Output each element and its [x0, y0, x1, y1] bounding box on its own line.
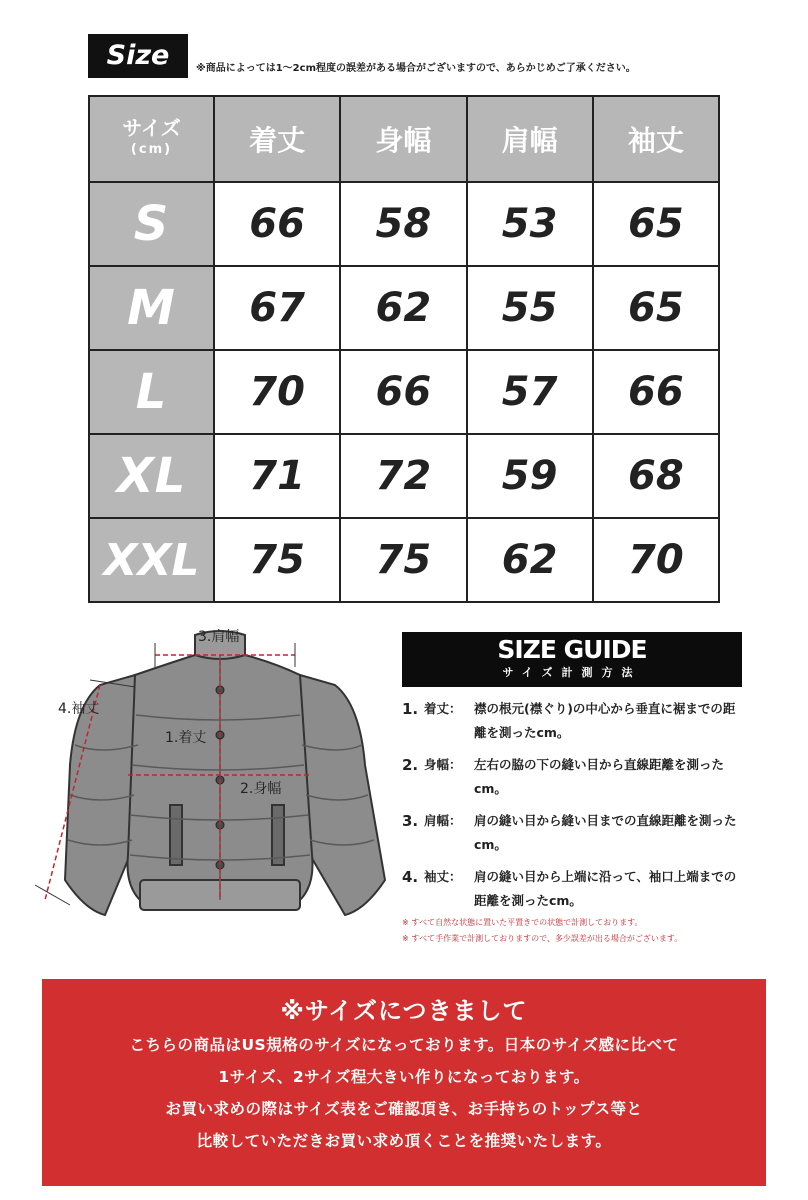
table-cell: 70	[593, 518, 719, 602]
item-term: 着丈：	[424, 701, 462, 716]
table-cell: 72	[340, 434, 466, 518]
table-cell: 58	[340, 182, 466, 266]
size-guide-list	[402, 697, 762, 921]
table-cell: 59	[467, 434, 593, 518]
table-cell: 68	[593, 434, 719, 518]
table-cell: 53	[467, 182, 593, 266]
table-header-row	[89, 96, 719, 182]
item-description: 肩の縫い目から上端に沿って、袖口上端までの距離を測ったcm。	[474, 869, 737, 908]
item-number: 3.	[402, 812, 419, 830]
column-header-sleeve: 袖丈	[593, 96, 719, 182]
item-term: 肩幅：	[424, 813, 462, 828]
table-cell: 55	[467, 266, 593, 350]
measurement-note-2: ※ すべて手作業で計測しておりますので、多少誤差が出る場合がございます。	[402, 934, 683, 943]
table-row	[89, 434, 719, 518]
jacket-illustration	[65, 631, 385, 915]
item-description: 肩の縫い目から縫い目までの直線距離を測ったcm。	[474, 813, 737, 852]
table-row	[89, 182, 719, 266]
table-row	[89, 350, 719, 434]
table-cell: 57	[467, 350, 593, 434]
size-label: S	[89, 182, 214, 266]
column-header-shoulder: 肩幅	[467, 96, 593, 182]
column-header-width: 身幅	[340, 96, 466, 182]
table-cell: 65	[593, 182, 719, 266]
size-notice-box	[42, 979, 766, 1186]
table-cell: 66	[593, 350, 719, 434]
size-label: XXL	[89, 518, 214, 602]
jacket-diagram	[30, 615, 400, 935]
table-cell: 65	[593, 266, 719, 350]
size-label: M	[89, 266, 214, 350]
list-item	[402, 809, 762, 857]
table-cell: 62	[467, 518, 593, 602]
notice-line: 1サイズ、2サイズ程大きい作りになっております。	[218, 1068, 590, 1086]
table-cell: 67	[214, 266, 340, 350]
table-cell: 70	[214, 350, 340, 434]
label-width: 2.身幅	[240, 781, 282, 797]
table-cell: 62	[340, 266, 466, 350]
column-header-length: 着丈	[214, 96, 340, 182]
header-note: ※商品によっては1～2cm程度の誤差がある場合がございますので、あらかじめご了承ください。	[196, 63, 636, 74]
item-term: 身幅：	[424, 757, 462, 772]
item-term: 袖丈：	[424, 869, 462, 884]
table-cell: 75	[340, 518, 466, 602]
list-item	[402, 697, 762, 745]
table-cell: 75	[214, 518, 340, 602]
list-item	[402, 865, 762, 913]
item-description: 襟の根元(襟ぐり)の中心から垂直に裾までの距離を測ったcm。	[474, 701, 736, 740]
label-shoulder: 3.肩幅	[198, 629, 240, 645]
label-length: 1.着丈	[165, 730, 207, 746]
size-guide-header	[402, 632, 742, 687]
notice-line: 比較していただきお買い求め頂くことを推奨いたします。	[196, 1132, 612, 1150]
table-cell: 66	[340, 350, 466, 434]
size-logo: Size	[88, 34, 188, 78]
notice-line: こちらの商品はUS規格のサイズになっております。日本のサイズ感に比べて	[129, 1036, 679, 1054]
table-corner-cell	[89, 96, 214, 182]
list-item	[402, 753, 762, 801]
corner-unit: (cm)	[130, 142, 173, 157]
notice-line: お買い求めの際はサイズ表をご確認頂き、お手持ちのトップス等と	[165, 1100, 643, 1118]
item-description: 左右の脇の下の縫い目から直線距離を測ったcm。	[474, 757, 725, 796]
size-table	[88, 95, 720, 603]
corner-label: サイズ	[122, 116, 181, 140]
size-guide-title: SIZE GUIDE	[497, 635, 647, 664]
size-label: XL	[89, 434, 214, 518]
label-sleeve: 4.袖丈	[58, 701, 100, 717]
table-row	[89, 266, 719, 350]
table-row	[89, 518, 719, 602]
item-number: 4.	[402, 868, 419, 886]
size-guide-subtitle: サイズ計測方法	[502, 666, 642, 679]
measurement-note-1: ※ すべて自然な状態に置いた平置きでの状態で計測しております。	[402, 918, 643, 927]
size-label: L	[89, 350, 214, 434]
item-number: 2.	[402, 756, 419, 774]
table-cell: 66	[214, 182, 340, 266]
notice-title: ※サイズにつきまして	[280, 997, 528, 1025]
table-cell: 71	[214, 434, 340, 518]
item-number: 1.	[402, 700, 419, 718]
